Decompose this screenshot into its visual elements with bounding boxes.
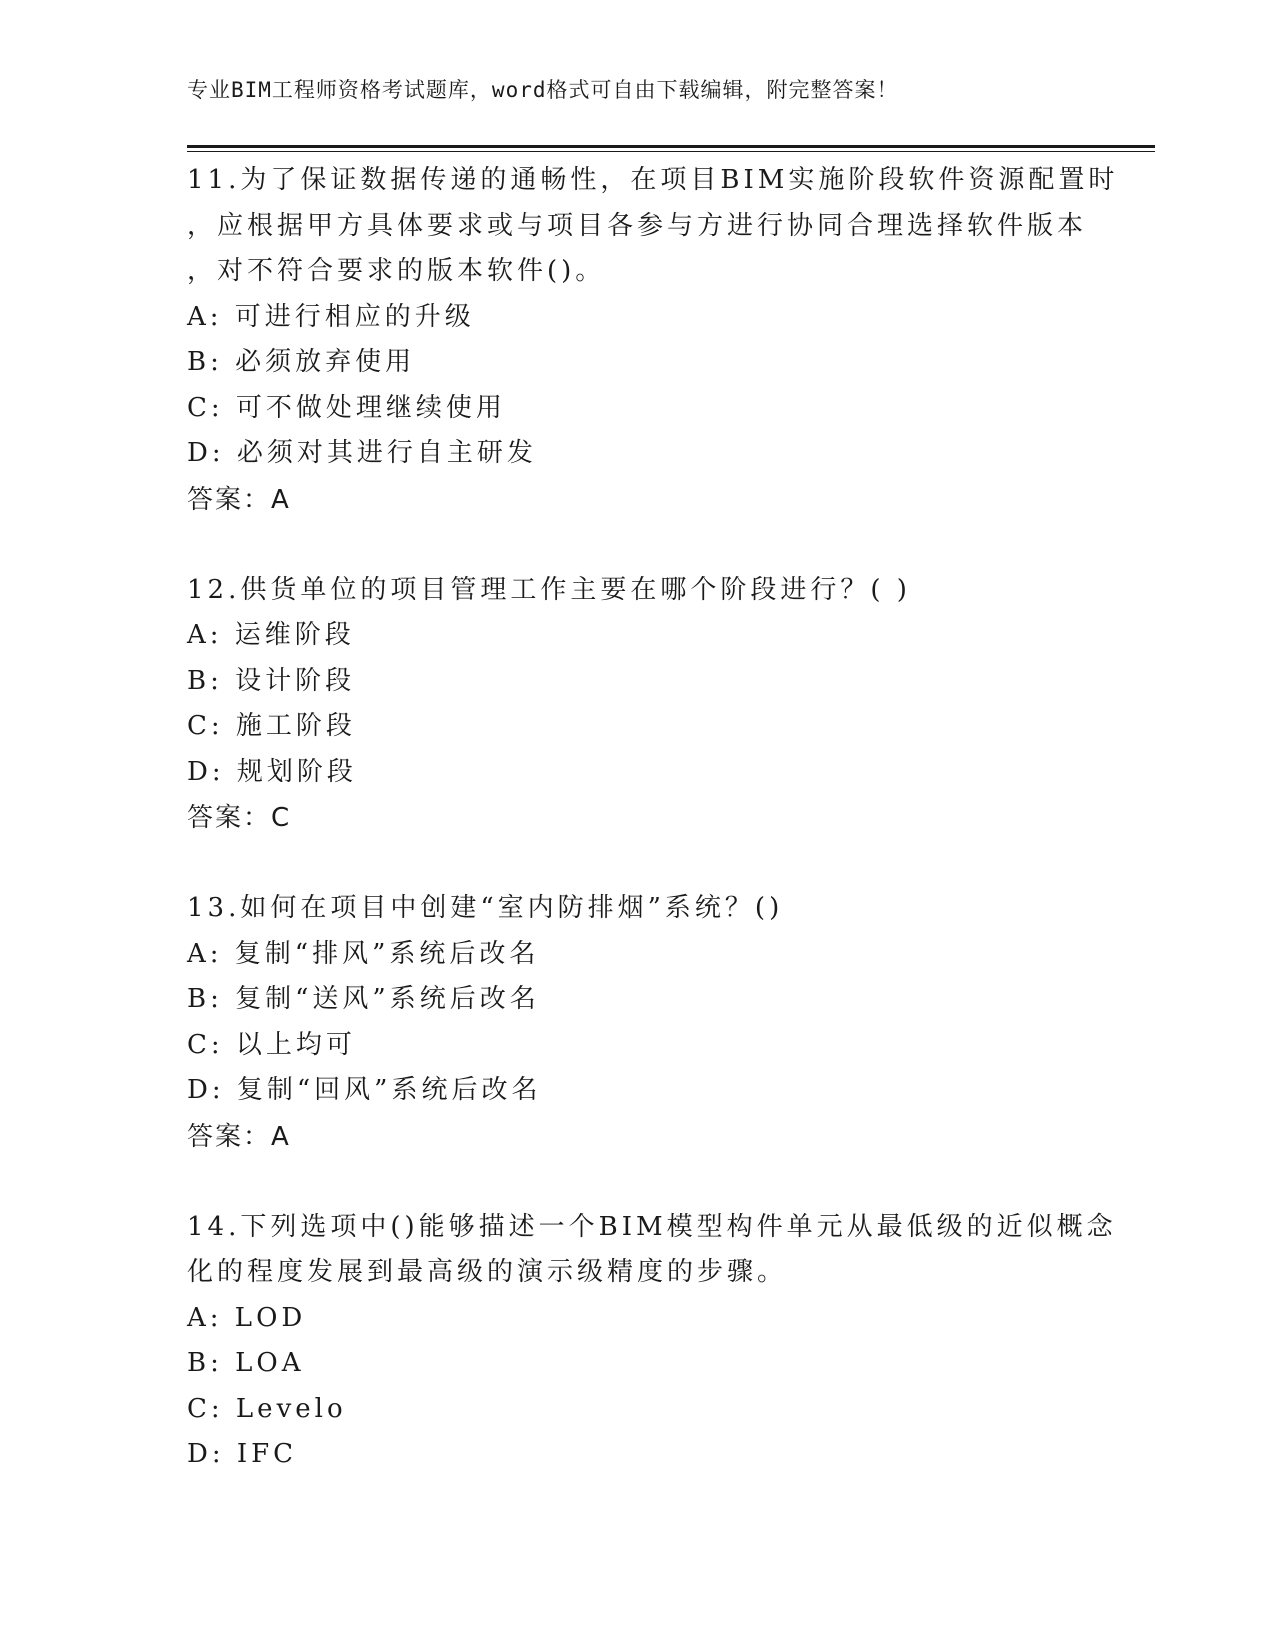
- option-a: A: 可进行相应的升级: [187, 301, 475, 332]
- question-list: [187, 158, 1117, 1523]
- question-text-line: 化的程度发展到最高级的演示级精度的步骤。: [187, 1257, 788, 1287]
- answer-label: 答案：A: [187, 484, 291, 515]
- option-a: A: LOD: [187, 1302, 307, 1333]
- question-13: [187, 886, 1117, 1160]
- option-d: D: 必须对其进行自主研发: [187, 438, 537, 468]
- option-b: B: 设计阶段: [187, 665, 356, 696]
- question-text-line: 13.如何在项目中创建“室内防排烟”系统？(): [187, 893, 784, 923]
- option-b: B: 必须放弃使用: [187, 347, 416, 377]
- question-11: [187, 158, 1117, 523]
- option-d: D: 规划阶段: [187, 756, 357, 787]
- question-12: [187, 568, 1117, 842]
- option-a: A: 运维阶段: [187, 620, 355, 650]
- question-text-line: 14.下列选项中()能够描述一个BIM模型构件单元从最低级的近似概念: [187, 1211, 1117, 1242]
- question-text-line: 12.供货单位的项目管理工作主要在哪个阶段进行？( ): [187, 574, 911, 605]
- question-text-line: ，对不符合要求的版本软件()。: [187, 256, 606, 286]
- option-c: C: 以上均可: [187, 1029, 356, 1060]
- answer-label: 答案：C: [187, 803, 292, 833]
- page-header: 专业BIM工程师资格考试题库，word格式可自由下载编辑，附完整答案！: [187, 78, 899, 102]
- option-c: C: 可不做处理继续使用: [187, 392, 506, 423]
- option-d: D: 复制“回风”系统后改名: [187, 1075, 542, 1105]
- option-b: B: LOA: [187, 1348, 305, 1378]
- header-divider-thin: [187, 151, 1155, 152]
- question-text-line: 11.为了保证数据传递的通畅性，在项目BIM实施阶段软件资源配置时: [187, 165, 1119, 195]
- question-text-line: ，应根据甲方具体要求或与项目各参与方进行协同合理选择软件版本: [187, 210, 1088, 241]
- option-c: C: Levelo: [187, 1393, 347, 1424]
- option-b: B: 复制“送风”系统后改名: [187, 984, 540, 1014]
- answer-label: 答案：A: [187, 1121, 291, 1152]
- option-d: D: IFC: [187, 1439, 298, 1469]
- option-a: A: 复制“排风”系统后改名: [187, 938, 540, 969]
- question-14: [187, 1205, 1117, 1478]
- option-c: C: 施工阶段: [187, 711, 356, 741]
- header-divider-thick: [187, 145, 1155, 148]
